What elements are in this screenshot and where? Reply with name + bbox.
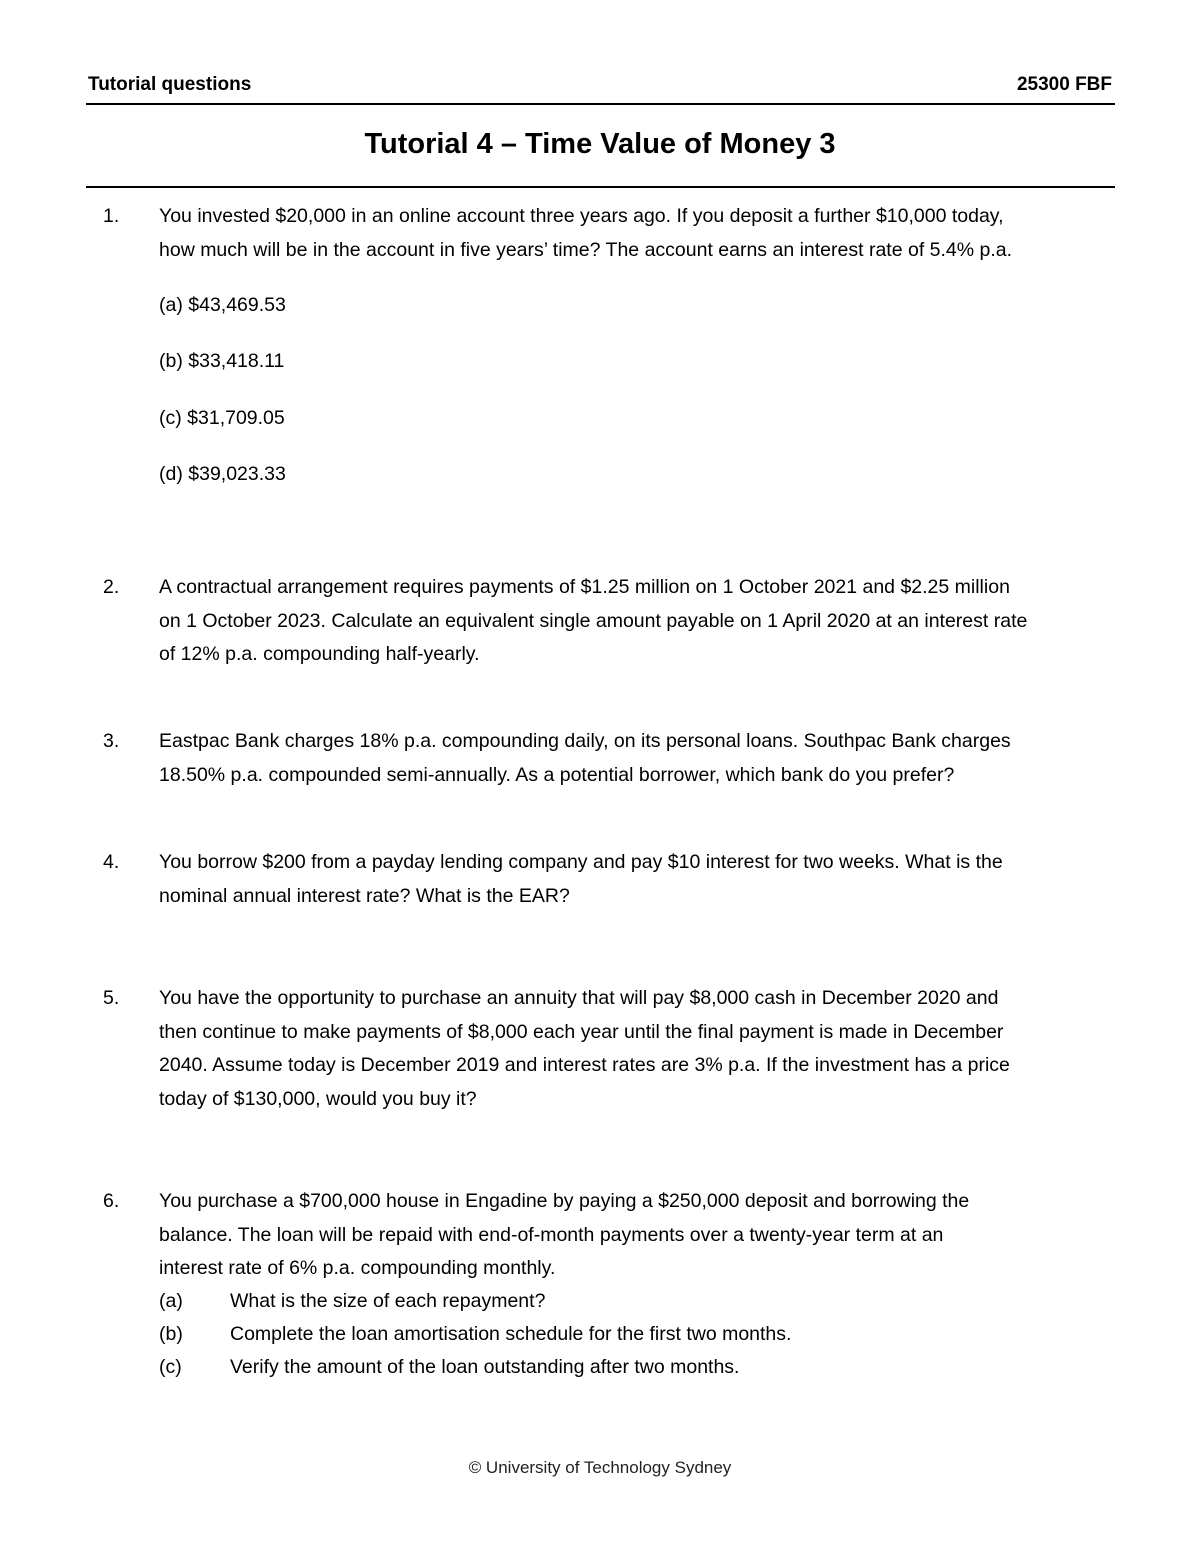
question-6-part-b-text: Complete the loan amortisation schedule for the first two months.: [230, 1323, 792, 1345]
question-2-number: 2.: [103, 576, 120, 598]
question-3-number: 3.: [103, 730, 120, 752]
page-footer: © University of Technology Sydney: [468, 1458, 732, 1477]
question-1-option-b: (b) $33,418.11: [159, 350, 285, 372]
title-rule: [86, 186, 1115, 188]
question-3-line-2: 18.50% p.a. compounded semi-annually. As a potential borrower, which bank do you prefer?: [159, 763, 955, 786]
question-3-text: [159, 725, 1112, 792]
question-2-line-2: on 1 October 2023. Calculate an equivalent single amount payable on 1 April 2020 at an interest rate: [159, 609, 1028, 632]
header-left: Tutorial questions: [88, 74, 252, 95]
question-1-number: 1.: [103, 205, 120, 227]
question-4-line-2: nominal annual interest rate? What is the EAR?: [159, 884, 570, 907]
question-5-text: [159, 982, 1112, 1116]
question-6-part-c-text: Verify the amount of the loan outstanding after two months.: [230, 1356, 740, 1378]
question-5-line-3: 2040. Assume today is December 2019 and interest rates are 3% p.a. If the investment has a price: [159, 1054, 1010, 1076]
page-title: Tutorial 4 – Time Value of Money 3: [364, 128, 836, 160]
header-right: 25300 FBF: [1016, 74, 1112, 95]
question-2-line-1: A contractual arrangement requires payments of $1.25 million on 1 October 2021 and $2.25 million: [159, 576, 1010, 598]
question-1-option-c: (c) $31,709.05: [159, 407, 285, 429]
question-2-text: [159, 571, 1112, 672]
header-rule: [86, 103, 1115, 105]
question-4-number: 4.: [103, 851, 120, 873]
question-6-part-a-text: What is the size of each repayment?: [230, 1290, 546, 1312]
question-6-part-c-label: (c): [159, 1356, 182, 1378]
question-5-line-2: then continue to make payments of $8,000 each year until the final payment is made in December: [159, 1020, 1004, 1043]
question-6-line-2: balance. The loan will be repaid with end-of-month payments over a twenty-year term at an: [159, 1223, 944, 1246]
question-1-option-d: (d) $39,023.33: [159, 463, 286, 485]
question-6-line-1: You purchase a $700,000 house in Engadine by paying a $250,000 deposit and borrowing the: [159, 1190, 970, 1212]
question-1-line-1: You invested $20,000 in an online account three years ago. If you deposit a further $10,000 today,: [159, 205, 1004, 227]
question-1-option-a: (a) $43,469.53: [159, 294, 286, 316]
question-6-line-3: interest rate of 6% p.a. compounding monthly.: [159, 1257, 556, 1279]
question-6-part-b-label: (b): [159, 1323, 183, 1345]
page-header: [88, 74, 1112, 98]
question-6-part-a-label: (a): [159, 1290, 183, 1312]
question-1-line-2: how much will be in the account in five years’ time? The account earns an interest rate of 5.4% p.a.: [159, 238, 1013, 261]
question-6-number: 6.: [103, 1190, 120, 1212]
question-4-line-1: You borrow $200 from a payday lending company and pay $10 interest for two weeks. What is the: [159, 851, 1003, 873]
question-1-text: [159, 200, 1112, 267]
question-5-number: 5.: [103, 987, 120, 1009]
question-4-text: [159, 846, 1112, 913]
question-6-text: [159, 1185, 1112, 1286]
question-5-line-4: today of $130,000, would you buy it?: [159, 1087, 477, 1110]
question-5-line-1: You have the opportunity to purchase an annuity that will pay $8,000 cash in December 2020 and: [159, 987, 999, 1009]
question-3-line-1: Eastpac Bank charges 18% p.a. compounding daily, on its personal loans. Southpac Bank charges: [159, 730, 1011, 752]
question-2-line-3: of 12% p.a. compounding half-yearly.: [159, 643, 480, 665]
